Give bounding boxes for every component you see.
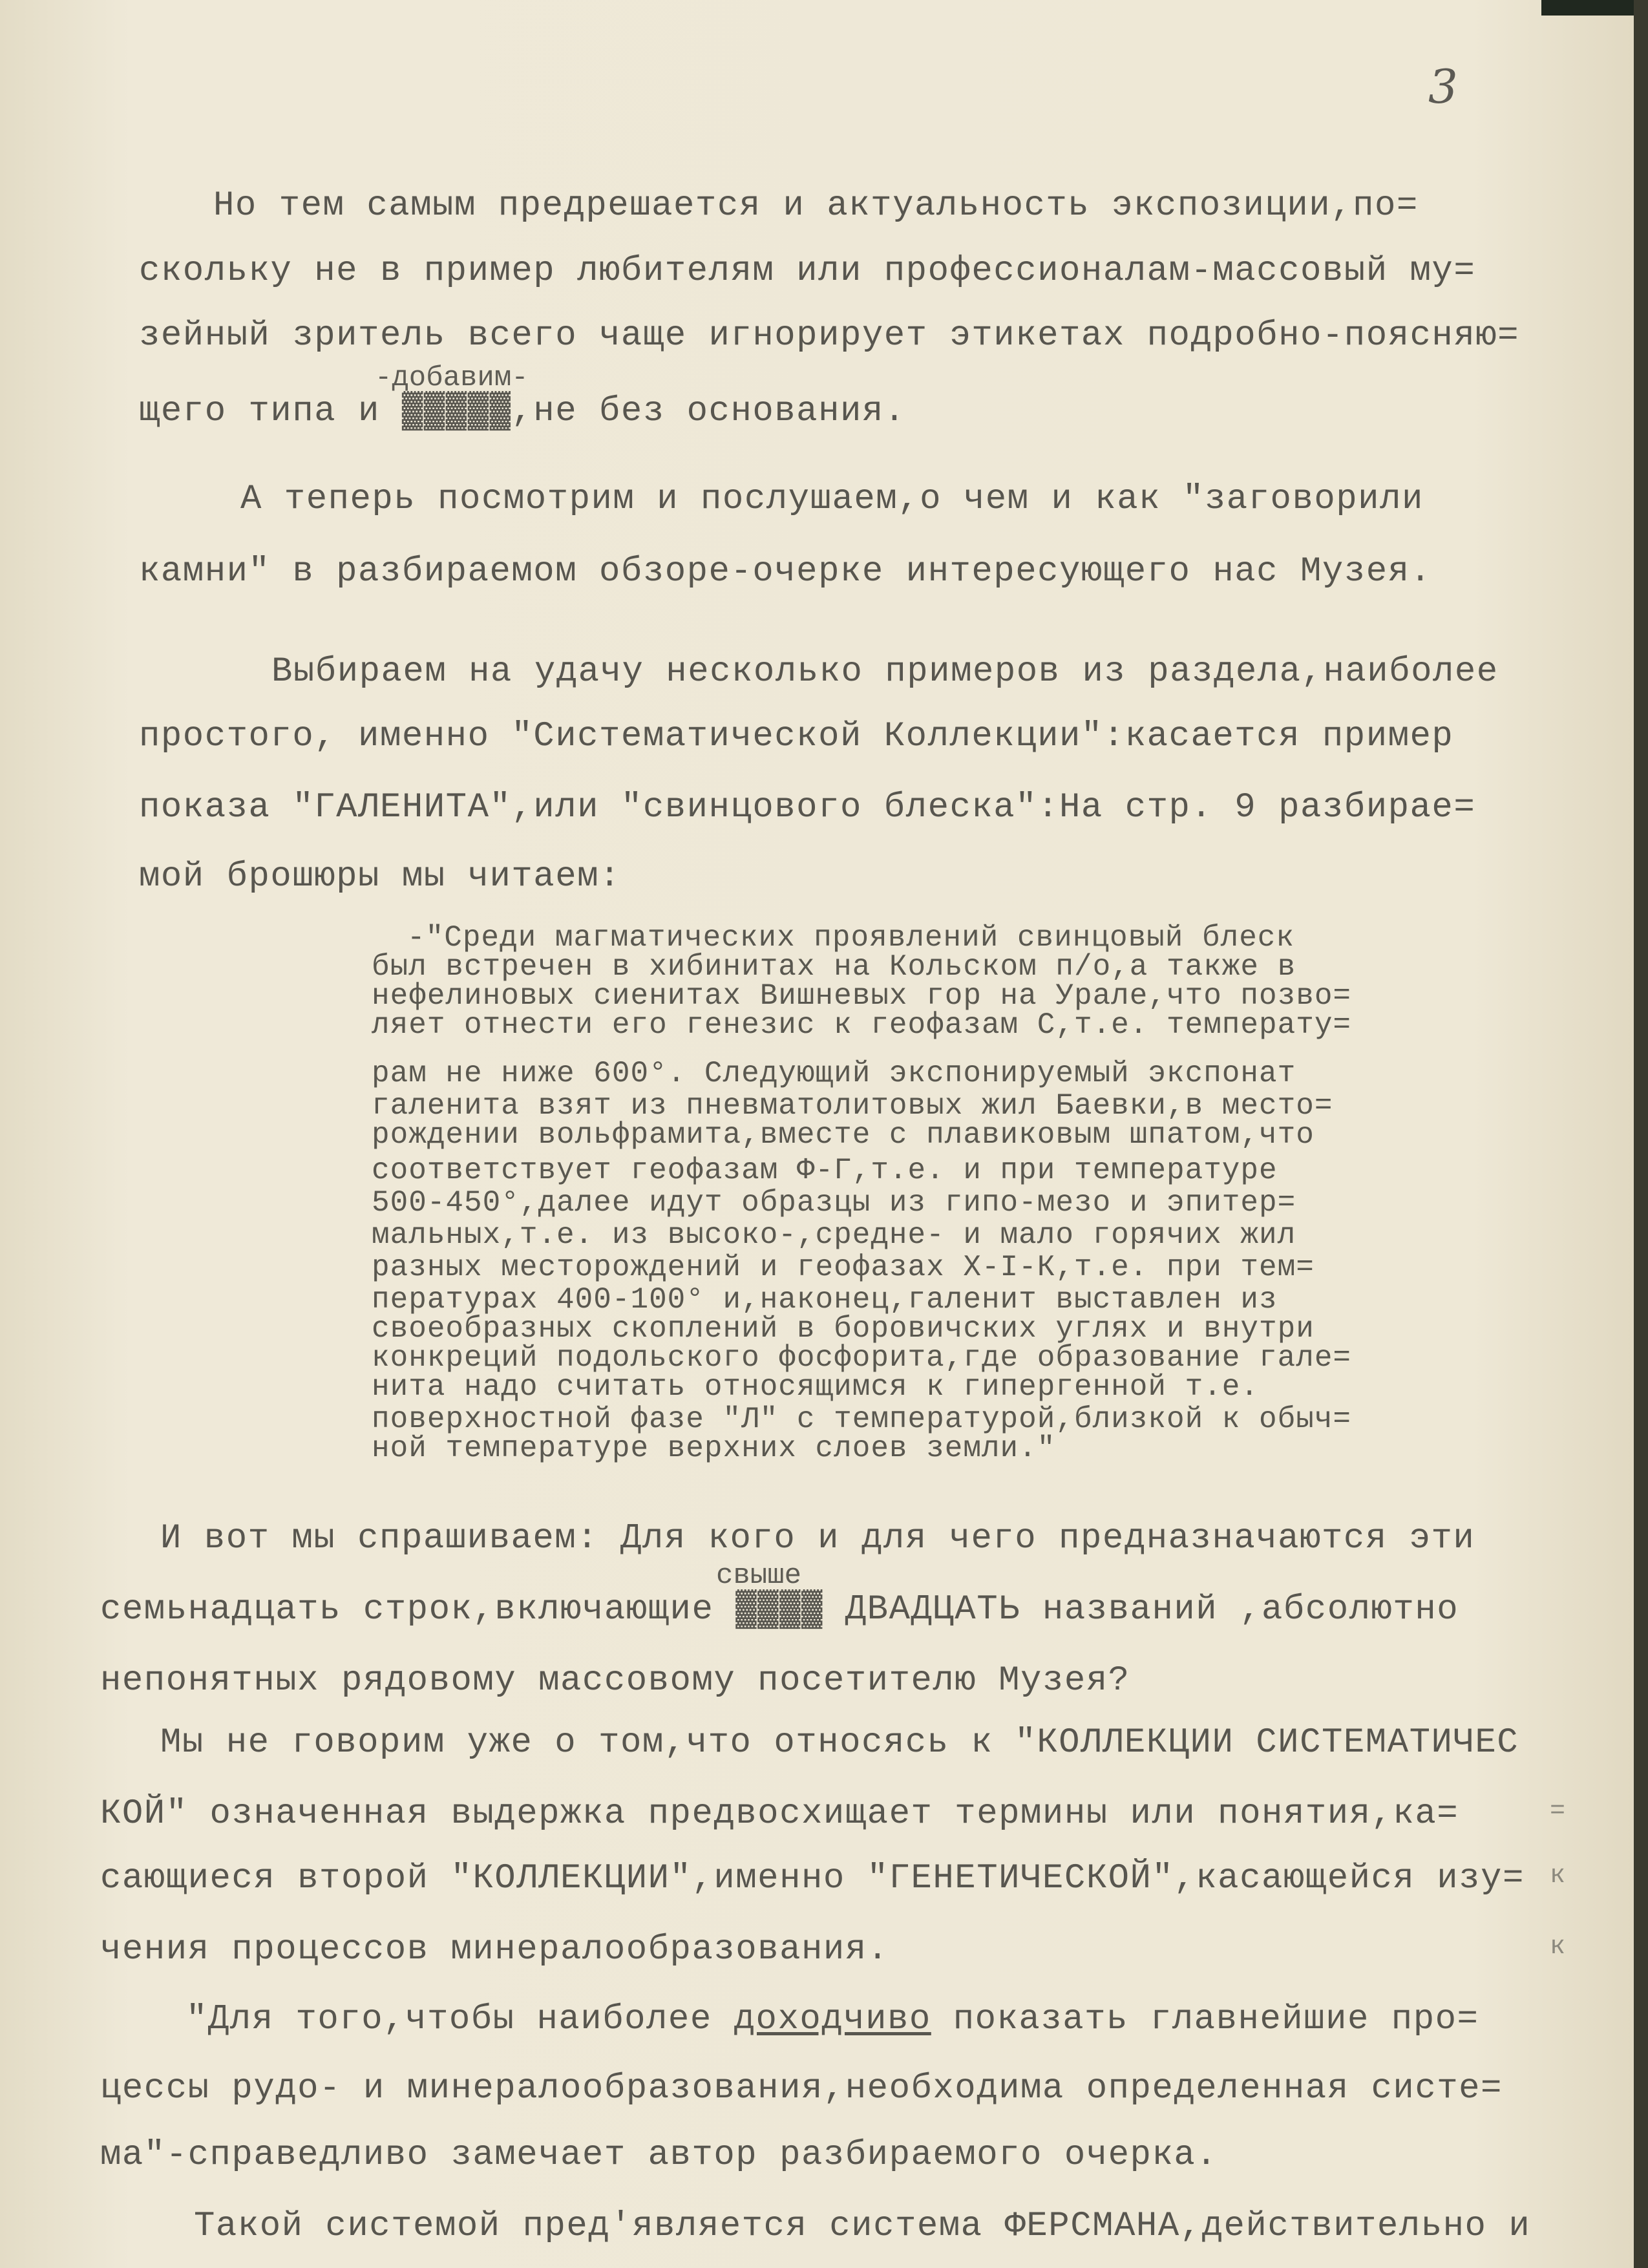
quote-line: рождении вольфрамита,вместе с плавиковым шпатом,что: [372, 1118, 1315, 1152]
text-line: щего типа и ▓▓▓▓▓,не без основания.: [139, 392, 906, 431]
text-line: зейный зритель всего чаще игнорирует этикетах подробно-поясняю=: [139, 316, 1520, 355]
background-strip: [1541, 0, 1648, 16]
text-line: непонятных рядовому массовому посетителю Музея?: [100, 1661, 1130, 1701]
text-line: КОЙ" означенная выдержка предвосхищает термины или понятия,ка=: [100, 1794, 1459, 1834]
quote-line: ляет отнести его генезис к геофазам С,т.е. температу=: [372, 1008, 1352, 1042]
page-edge: [1634, 0, 1648, 2268]
quote-line: был встречен в хибинитах на Кольском п/о,а также в: [372, 950, 1296, 984]
handwritten-insertion: свыше: [716, 1560, 802, 1592]
quote-line: галенита взят из пневматолитовых жил Баевки,в место=: [372, 1089, 1333, 1123]
quote-line: ной температуре верхних слоев земли.": [372, 1432, 1056, 1465]
text-line: Такой системой пред'является система ФЕРСМАНА,действительно и: [194, 2207, 1531, 2246]
text-line: показа "ГАЛЕНИТА",или "свинцового блеска":На стр. 9 разбирае=: [139, 788, 1476, 827]
quote-line: нита надо считать относящимся к гипергенной т.е.: [372, 1370, 1260, 1404]
text-line: мой брошюры мы читаем:: [139, 857, 621, 896]
margin-mark: к: [1550, 1861, 1566, 1891]
text-line: семьнадцать строк,включающие ▓▓▓▓ ДВАДЦАТЬ названий ,абсолютно: [100, 1590, 1459, 1629]
text-line: цессы рудо- и минералообразования,необходима определенная систе=: [100, 2069, 1503, 2108]
quote-line: -"Среди магматических проявлений свинцовый блеск: [407, 921, 1295, 955]
text-line: простого, именно "Систематической Коллекции":касается пример: [139, 717, 1454, 756]
quote-line: рам не ниже 600°. Следующий экспонируемый экспонат: [372, 1057, 1296, 1090]
text-line: скольку не в пример любителям или профессионалам-массовый му=: [139, 251, 1476, 291]
text-segment: показать главнейшие про=: [931, 2000, 1479, 2039]
quote-line: 500-450°,далее идут образцы из гипо-мезо и эпитер=: [372, 1186, 1296, 1220]
text-line: чения процессов минералообразования.: [100, 1930, 889, 1969]
quote-line: нефелиновых сиенитах Вишневых гор на Урале,что позво=: [372, 979, 1352, 1013]
page-number: 3: [1428, 59, 1458, 114]
text-line: Но тем самым предрешается и актуальность экспозиции,по=: [213, 186, 1419, 226]
text-line: ма"-справедливо замечает автор разбираемого очерка.: [100, 2136, 1218, 2175]
margin-mark: =: [1550, 1797, 1566, 1826]
text-line: Мы не говорим уже о том,что относясь к "КОЛЛЕКЦИИ СИСТЕМАТИЧЕС: [160, 1723, 1519, 1763]
quote-line: разных месторождений и геофазах Х-I-К,т.е. при тем=: [372, 1251, 1315, 1284]
text-line: А теперь посмотрим и послушаем,о чем и как "заговорили: [240, 480, 1424, 519]
text-line: сающиеся второй "КОЛЛЕКЦИИ",именно "ГЕНЕТИЧЕСКОЙ",касающейся изу=: [100, 1859, 1525, 1898]
quote-line: соответствует геофазам Ф-Г,т.е. и при температуре: [372, 1154, 1278, 1187]
text-segment: "Для того,чтобы наиболее: [186, 2000, 734, 2039]
text-line: Выбираем на удачу несколько примеров из раздела,наиболее: [271, 652, 1499, 692]
text-line: камни" в разбираемом обзоре-очерке интересующего нас Музея.: [139, 552, 1432, 591]
quote-line: пературах 400-100° и,наконец,галенит выставлен из: [372, 1283, 1278, 1317]
underlined-word: доходчиво: [734, 2000, 931, 2039]
text-line: [186, 2002, 1479, 2037]
text-line: И вот мы спрашиваем: Для кого и для чего предназначаются эти: [160, 1519, 1475, 1558]
quote-line: мальных,т.е. из высоко-,средне- и мало горячих жил: [372, 1218, 1296, 1252]
handwritten-insertion: -добавим-: [375, 362, 529, 394]
quote-line: конкреций подольского фосфорита,где образование гале=: [372, 1341, 1352, 1375]
quote-line: поверхностной фазе "Л" с температурой,близкой к обыч=: [372, 1403, 1352, 1436]
quote-line: своеобразных скоплений в боровичских углях и внутри: [372, 1312, 1315, 1346]
margin-mark: к: [1550, 1933, 1566, 1962]
